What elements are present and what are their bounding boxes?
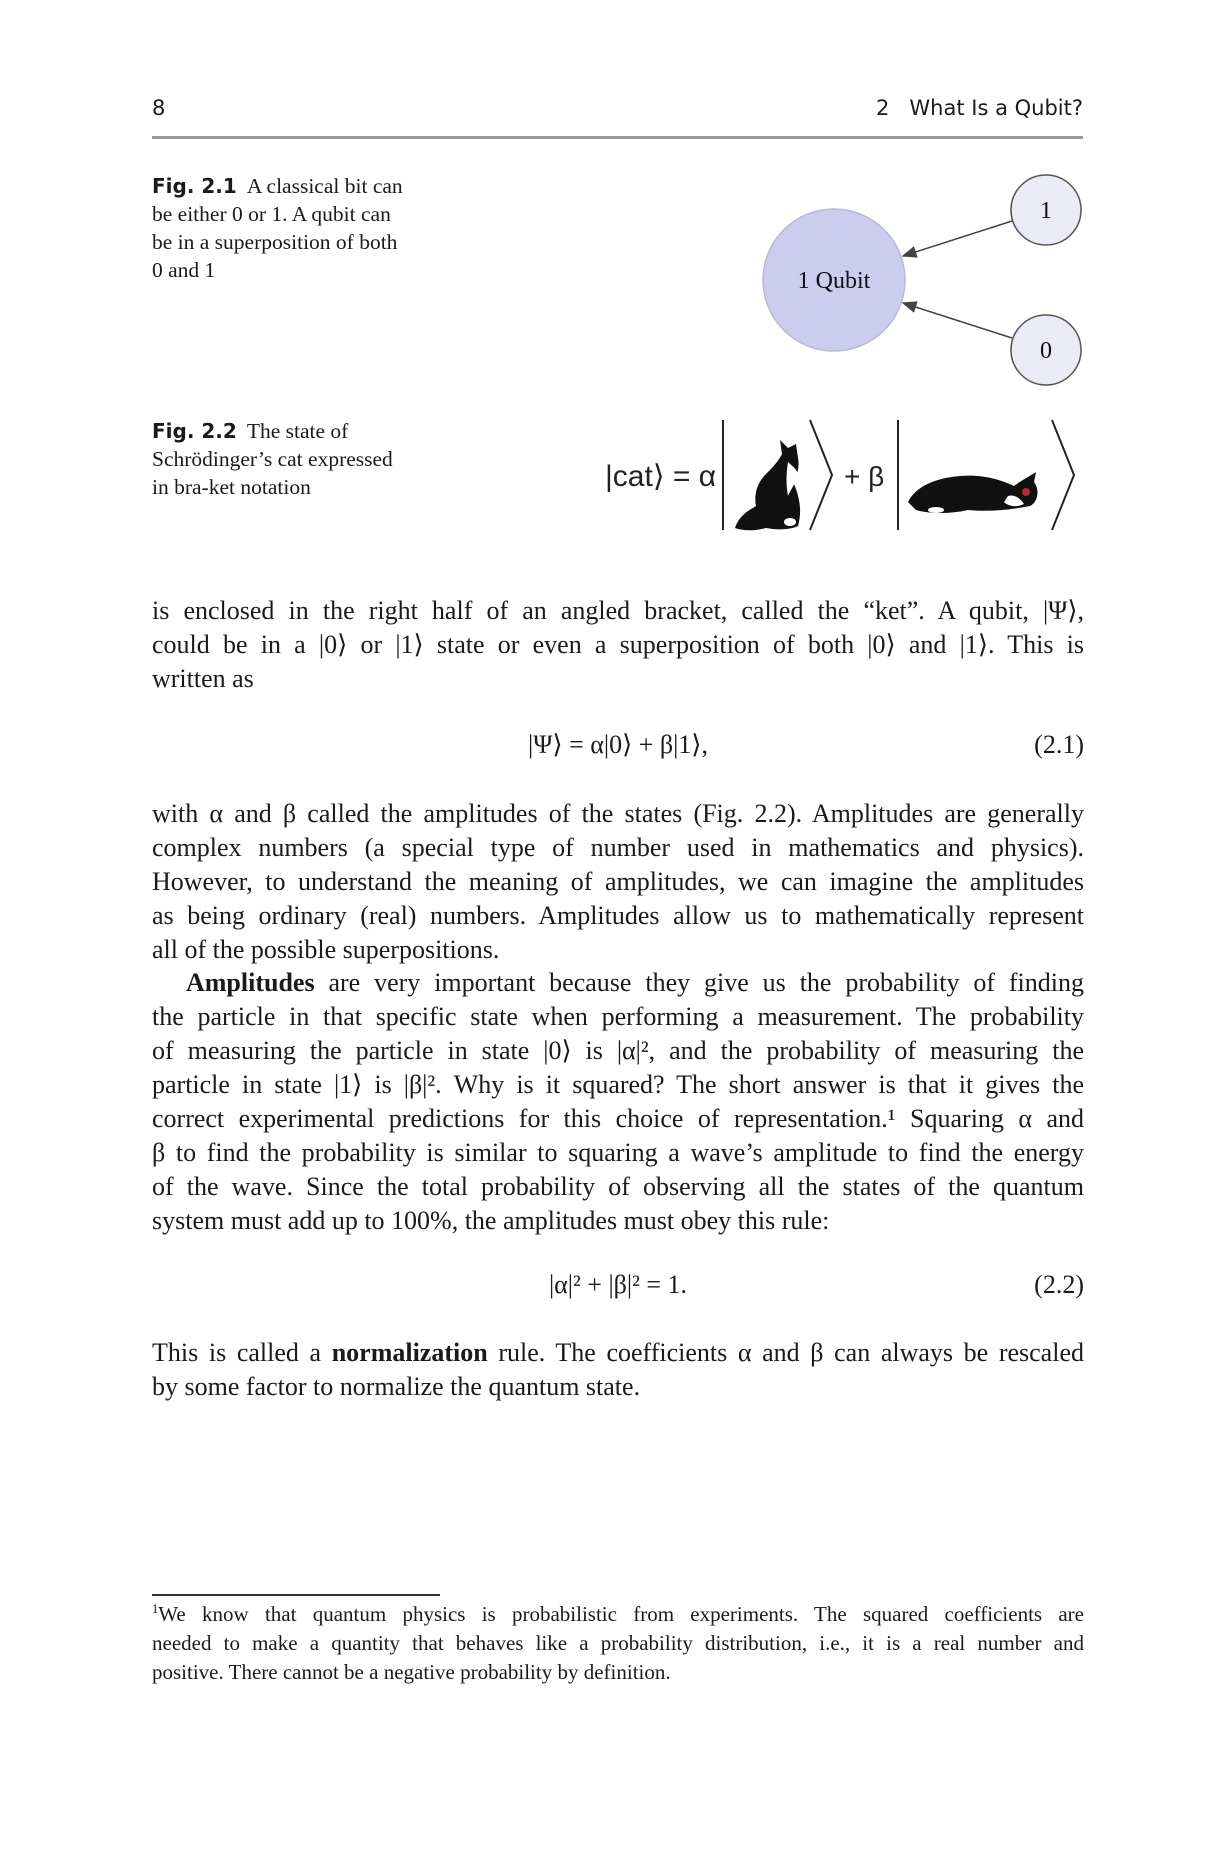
- text-line: written as: [152, 664, 254, 693]
- equation-2-2: [152, 1270, 1084, 1306]
- caption-line: A classical bit can: [246, 174, 403, 198]
- text-line: correct experimental predictions for this choice of representation.¹ Squaring α and: [152, 1104, 1084, 1133]
- text-line: [152, 966, 1084, 1000]
- qubit-node-label: 1 Qubit: [797, 268, 871, 294]
- caption-line: 0 and 1: [152, 258, 216, 282]
- arrow-zero-to-qubit: [903, 303, 1012, 338]
- text-line: the particle in that specific state when performing a measurement. The probability: [152, 1002, 1084, 1031]
- paragraph-amplitudes-intro: [152, 797, 1084, 967]
- caption-line: in bra-ket notation: [152, 475, 311, 499]
- equation-number: (2.2): [1034, 1270, 1084, 1299]
- state-one-label: 1: [1040, 198, 1052, 224]
- sitting-cat-icon: [735, 440, 800, 530]
- qubit-diagram: [0, 0, 1221, 420]
- lying-cat-icon: [908, 472, 1037, 513]
- cat-braket-figure: [590, 410, 1090, 540]
- text-run: This is called a: [152, 1338, 332, 1367]
- text-run: We know that quantum physics is probabilistic from experiments. The squared coefficients are: [158, 1602, 1084, 1626]
- equation-number: (2.1): [1034, 730, 1084, 759]
- text-line: with α and β called the amplitudes of the states (Fig. 2.2). Amplitudes are generally: [152, 799, 1084, 828]
- fig-2-1-label: Fig. 2.1: [152, 174, 237, 198]
- text-line: of measuring the particle in state |0⟩ is |α|², and the probability of measuring the: [152, 1036, 1084, 1065]
- footnote-rule: [152, 1594, 440, 1596]
- caption-line: be either 0 or 1. A qubit can: [152, 202, 391, 226]
- cat-ket-lhs: |cat⟩ = α: [605, 460, 717, 493]
- equation-2-1: [152, 730, 1084, 766]
- page-number: 8: [152, 96, 166, 120]
- bold-term: normalization: [331, 1338, 488, 1367]
- paragraph-normalization: [152, 1336, 1084, 1404]
- chapter-title: 2 What Is a Qubit?: [876, 96, 1083, 120]
- text-line: system must add up to 100%, the amplitudes must obey this rule:: [152, 1206, 830, 1235]
- text-run: are very important because they give us the probability of finding: [314, 968, 1084, 997]
- footnote-line: [152, 1600, 1084, 1629]
- footnote-line: needed to make a quantity that behaves like a probability distribution, i.e., it is a real number and: [152, 1631, 1084, 1655]
- equation-expression: |Ψ⟩ = α|0⟩ + β|1⟩,: [528, 730, 708, 759]
- paragraph-ket: [152, 594, 1084, 696]
- ket-angle: [810, 420, 832, 530]
- fig-2-2-label: Fig. 2.2: [152, 419, 237, 443]
- text-run: rule. The coefficients α and β can always be rescaled: [487, 1338, 1084, 1367]
- arrow-one-to-qubit: [903, 221, 1012, 256]
- footnote-marker: 1: [152, 1602, 159, 1616]
- text-line: by some factor to normalize the quantum state.: [152, 1372, 641, 1401]
- text-line: However, to understand the meaning of amplitudes, we can imagine the amplitudes: [152, 867, 1084, 896]
- caption-line: Schrödinger’s cat expressed: [152, 447, 393, 471]
- text-line: of the wave. Since the total probability of observing all the states of the quantum: [152, 1172, 1084, 1201]
- footnote-line: positive. There cannot be a negative probability by definition.: [152, 1660, 671, 1684]
- text-line: complex numbers (a special type of number used in mathematics and physics).: [152, 833, 1084, 862]
- text-line: [152, 1336, 1084, 1370]
- footnote: [152, 1600, 1084, 1687]
- text-line: could be in a |0⟩ or |1⟩ state or even a superposition of both |0⟩ and |1⟩. This is: [152, 630, 1084, 659]
- state-zero-label: 0: [1040, 338, 1052, 364]
- text-line: all of the possible superpositions.: [152, 935, 500, 964]
- caption-line: be in a superposition of both: [152, 230, 398, 254]
- ket-angle: [1052, 420, 1074, 530]
- fig-2-2-caption: [152, 417, 442, 501]
- caption-line: The state of: [246, 419, 349, 443]
- equation-expression: |α|² + |β|² = 1.: [548, 1270, 688, 1299]
- plus-beta: + β: [844, 461, 885, 492]
- paragraph-amplitudes-probability: [152, 966, 1084, 1238]
- text-line: particle in state |1⟩ is |β|². Why is it squared? The short answer is that it gives the: [152, 1070, 1084, 1099]
- bold-term: Amplitudes: [186, 968, 315, 997]
- text-line: is enclosed in the right half of an angled bracket, called the “ket”. A qubit, |Ψ⟩,: [152, 596, 1084, 625]
- text-line: as being ordinary (real) numbers. Amplitudes allow us to mathematically represent: [152, 901, 1084, 930]
- text-line: β to find the probability is similar to squaring a wave’s amplitude to find the energy: [152, 1138, 1084, 1167]
